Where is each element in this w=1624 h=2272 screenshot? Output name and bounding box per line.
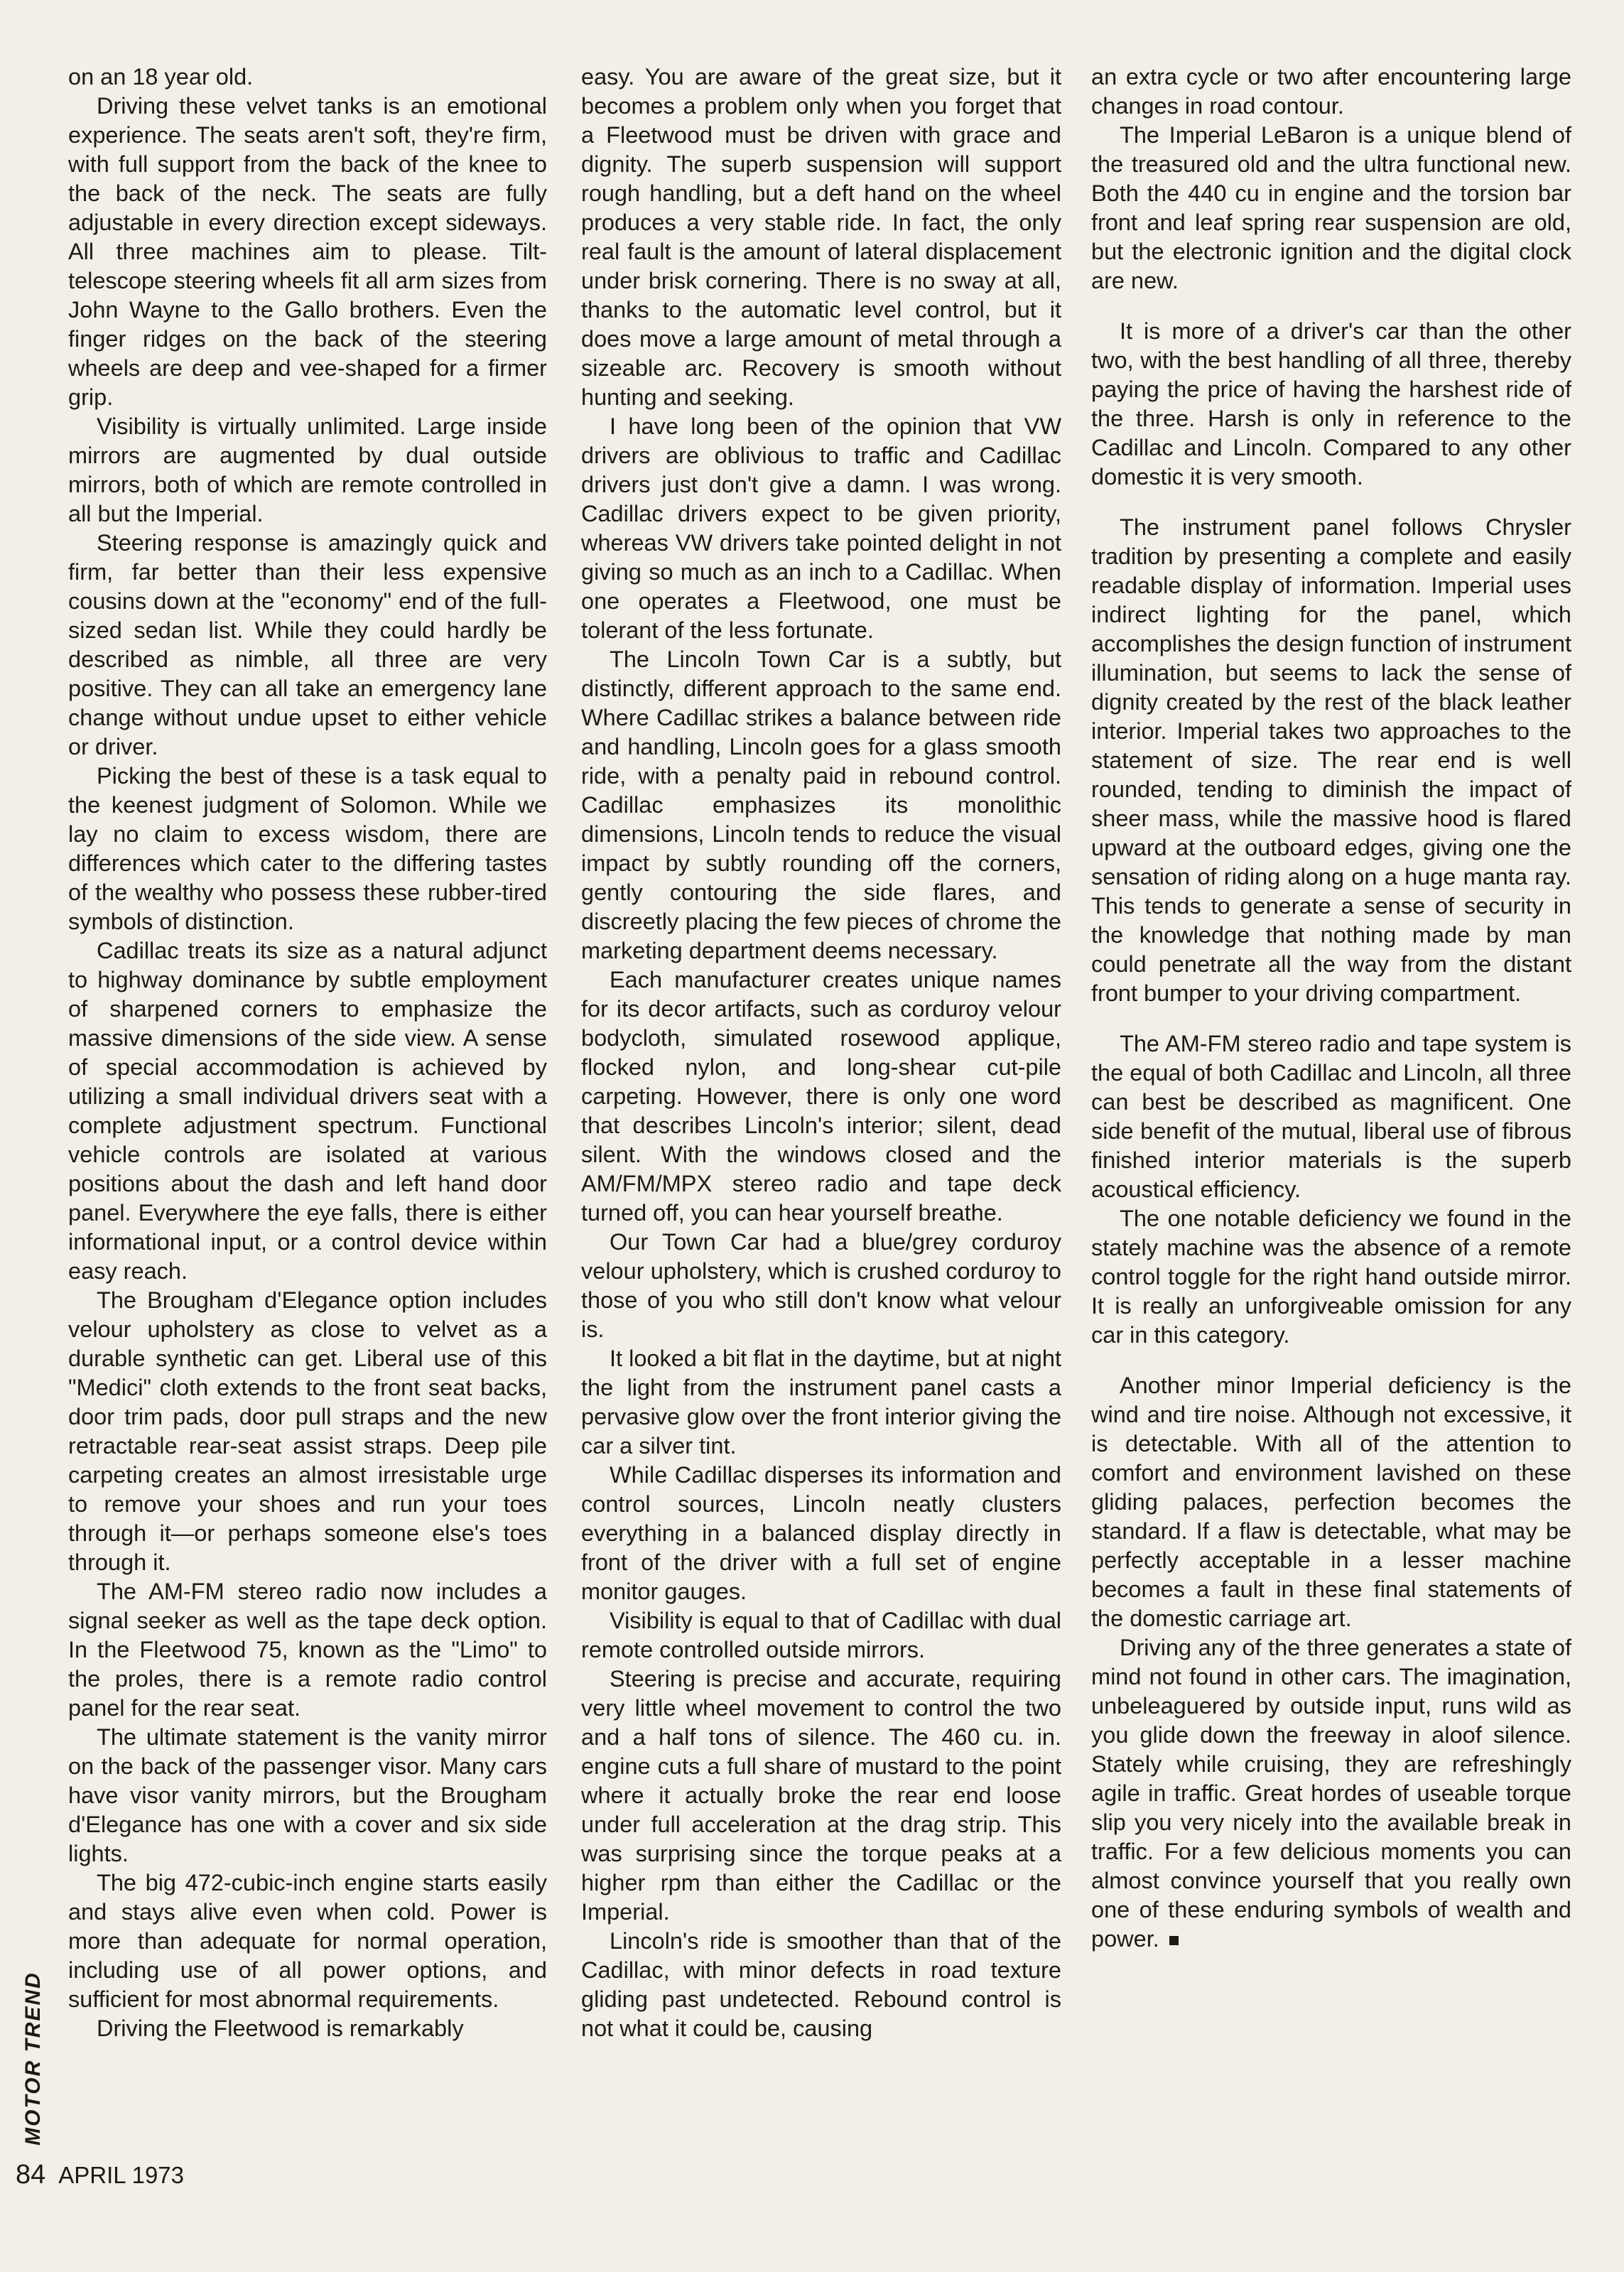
paragraph: The Imperial LeBaron is a unique blend of the treasured old and the ultra functional new. Both the 440 cu in engine and the torsion bar front and leaf spring rear suspension are old, but the electronic ignition and the digital clock are new.: [1091, 122, 1571, 293]
paragraph-text: Driving any of the three generates a state of mind not found in other cars. The imagination, unbeleaguered by outside input, runs wild as you glide down the freeway in aloof silence. Stately while cruising, they are refreshingly agile in traffic. Great hordes of useable torque slip you very nicely into the available break in traffic. For a few delicious moments you can almost convince yourself that you really own one of these enduring symbols of wealth and power.: [1091, 1635, 1571, 1952]
paragraph: an extra cycle or two after encountering large changes in road contour.: [1091, 64, 1571, 119]
paragraph: Our Town Car had a blue/grey corduroy velour upholstery, which is crushed corduroy to those of you who still don't know what velour is.: [581, 1229, 1061, 1342]
folio: [16, 2160, 184, 2190]
paragraph: It looked a bit flat in the daytime, but at night the light from the instrument panel casts a pervasive glow over the front interior giving the car a silver tint.: [581, 1346, 1061, 1459]
running-title: MOTOR TREND: [21, 1971, 45, 2146]
paragraph: Cadillac treats its size as a natural adjunct to highway dominance by subtle employment of sharpened corners to emphasize the massive dimensions of the side view. A sense of special accommodation is achieved by utilizing a small individual drivers seat with a complete adjustment spectrum. Functional vehicle controls are isolated at various positions about the dash and left hand door panel. Everywhere the eye falls, there is either informational input, or a control device within easy reach.: [68, 938, 547, 1284]
paragraph: Another minor Imperial deficiency is the wind and tire noise. Although not excessive, it is detectable. With all of the attention to comfort and environment lavished on these gliding palaces, perfection becomes the standard. If a flaw is detectable, what may be perfectly acceptable in a lesser machine becomes a fault in these final statements of the domestic carriage art.: [1091, 1373, 1571, 1631]
paragraph: Driving these velvet tanks is an emotional experience. The seats aren't soft, they're firm, with full support from the back of the knee to the back of the neck. The seats are fully adjustable in every direction except sideways. All three machines aim to please. Tilt-telescope steering wheels fit all arm sizes from John Wayne to the Gallo brothers. Even the finger ridges on the back of the steering wheels are deep and vee-shaped for a firmer grip.: [68, 93, 547, 410]
paragraph: The Lincoln Town Car is a subtly, but distinctly, different approach to the same end. Where Cadillac strikes a balance between ride and handling, Lincoln goes for a glass smooth ride, with a penalty paid in rebound control. Cadillac emphasizes its monolithic dimensions, Lincoln tends to reduce the visual impact by subtly rounding off the corners, gently contouring the side flares, and discreetly placing the few pieces of chrome the marketing department deems necessary.: [581, 647, 1061, 963]
paragraph: Lincoln's ride is smoother than that of the Cadillac, with minor defects in road texture gliding past undetected. Rebound control is not what it could be, causing: [581, 1928, 1061, 2041]
paragraph: Steering response is amazingly quick and firm, far better than their less expensive cousins down at the "economy" end of the full-sized sedan list. While they could hardly be described as nimble, all three are very positive. They can all take an emergency lane change without undue upset to either vehicle or driver.: [68, 530, 547, 759]
article-column-2: [581, 63, 1061, 2043]
paragraph: It is more of a driver's car than the other two, with the best handling of all three, thereby paying the price of having the harshest ride of the three. Harsh is only in reference to the Cadillac and Lincoln. Compared to any other domestic it is very smooth.: [1091, 318, 1571, 489]
paragraph: Visibility is virtually unlimited. Large inside mirrors are augmented by dual outside mirrors, both of which are remote controlled in all but the Imperial.: [68, 413, 547, 526]
paragraph: Visibility is equal to that of Cadillac with dual remote controlled outside mirrors.: [581, 1608, 1061, 1662]
paragraph: The big 472-cubic-inch engine starts easily and stays alive even when cold. Power is more than adequate for normal operation, including use of all power options, and sufficient for most abnormal requirements.: [68, 1870, 547, 2012]
paragraph-last: [1091, 1633, 1571, 1954]
paragraph: The ultimate statement is the vanity mirror on the back of the passenger visor. Many cars have visor vanity mirrors, but the Brougham d'Elegance has one with a cover and six side lights.: [68, 1724, 547, 1866]
paragraph: Driving the Fleetwood is remarkably: [97, 2016, 464, 2041]
paragraph: Steering is precise and accurate, requiring very little wheel movement to control the two and a half tons of silence. The 460 cu. in. engine cuts a full share of mustard to the point where it actually broke the rear end loose under full acceleration at the drag strip. This was surprising since the torque peaks at a higher rpm than either the Cadillac or the Imperial.: [581, 1666, 1061, 1925]
article-column-1: [68, 63, 547, 2043]
end-of-article-mark: [1169, 1936, 1179, 1945]
paragraph: on an 18 year old.: [68, 64, 254, 90]
page-number: 84: [16, 2160, 46, 2190]
paragraph: While Cadillac disperses its information and control sources, Lincoln neatly clusters everything in a balanced display directly in front of the driver with a full set of engine monitor gauges.: [581, 1462, 1061, 1604]
paragraph: I have long been of the opinion that VW drivers are oblivious to traffic and Cadillac drivers just don't give a damn. I was wrong. Cadillac drivers expect to be given priority, whereas VW drivers take pointed delight in not giving so much as an inch to a Cadillac. When one operates a Fleetwood, one must be tolerant of the less fortunate.: [581, 413, 1061, 643]
issue-date: APRIL 1973: [58, 2162, 185, 2188]
paragraph: The Brougham d'Elegance option includes velour upholstery as close to velvet as a durable synthetic can get. Liberal use of this "Medici" cloth extends to the front seat backs, door trim pads, door pull straps and the new retractable rear-seat assist straps. Deep pile carpeting creates an almost irresistable urge to remove your shoes and run your toes through it—or perhaps someone else's toes through it.: [68, 1287, 547, 1575]
paragraph: The AM-FM stereo radio and tape system is the equal of both Cadillac and Lincoln, all three can best be described as magnificent. One side benefit of the mutual, liberal use of fibrous finished interior materials is the superb acoustical efficiency.: [1091, 1031, 1571, 1202]
paragraph: The one notable deficiency we found in the stately machine was the absence of a remote control toggle for the right hand outside mirror. It is really an unforgiveable omission for any car in this category.: [1091, 1206, 1571, 1348]
article-column-3: [1091, 63, 1571, 1954]
paragraph: The instrument panel follows Chrysler tradition by presenting a complete and easily readable display of information. Imperial uses indirect lighting for the panel, which accomplishes the design function of instrument illumination, but seems to lack the sense of dignity created by the rest of the black leather interior. Imperial takes two approaches to the statement of size. The rear end is well rounded, tending to diminish the impact of sheer mass, while the massive hood is flared upward at the outboard edges, giving one the sensation of riding along on a huge manta ray. This tends to generate a sense of security in the knowledge that nothing made by man could penetrate all the way from the distant front bumper to your driving compartment.: [1091, 514, 1571, 1006]
paragraph: The AM-FM stereo radio now includes a signal seeker as well as the tape deck option. In the Fleetwood 75, known as the "Limo" to the proles, there is a remote radio control panel for the rear seat.: [68, 1579, 547, 1721]
paragraph: Picking the best of these is a task equal to the keenest judgment of Solomon. While we lay no claim to excess wisdom, there are differences which cater to the differing tastes of the wealthy who possess these rubber-tired symbols of distinction.: [68, 763, 547, 934]
paragraph: easy. You are aware of the great size, but it becomes a problem only when you forget that a Fleetwood must be driven with grace and dignity. The superb suspension will support rough handling, but a deft hand on the wheel produces a very stable ride. In fact, the only real fault is the amount of lateral displacement under brisk cornering. There is no sway at all, thanks to the automatic level control, but it does move a large amount of metal through a sizeable arc. Recovery is smooth without hunting and seeking.: [581, 64, 1061, 410]
paragraph: Each manufacturer creates unique names for its decor artifacts, such as corduroy velour bodycloth, simulated rosewood applique, flocked nylon, and long-shear cut-pile carpeting. However, there is only one word that describes Lincoln's interior; silent, dead silent. With the windows closed and the AM/FM/MPX stereo radio and tape deck turned off, you can hear yourself breathe.: [581, 967, 1061, 1226]
